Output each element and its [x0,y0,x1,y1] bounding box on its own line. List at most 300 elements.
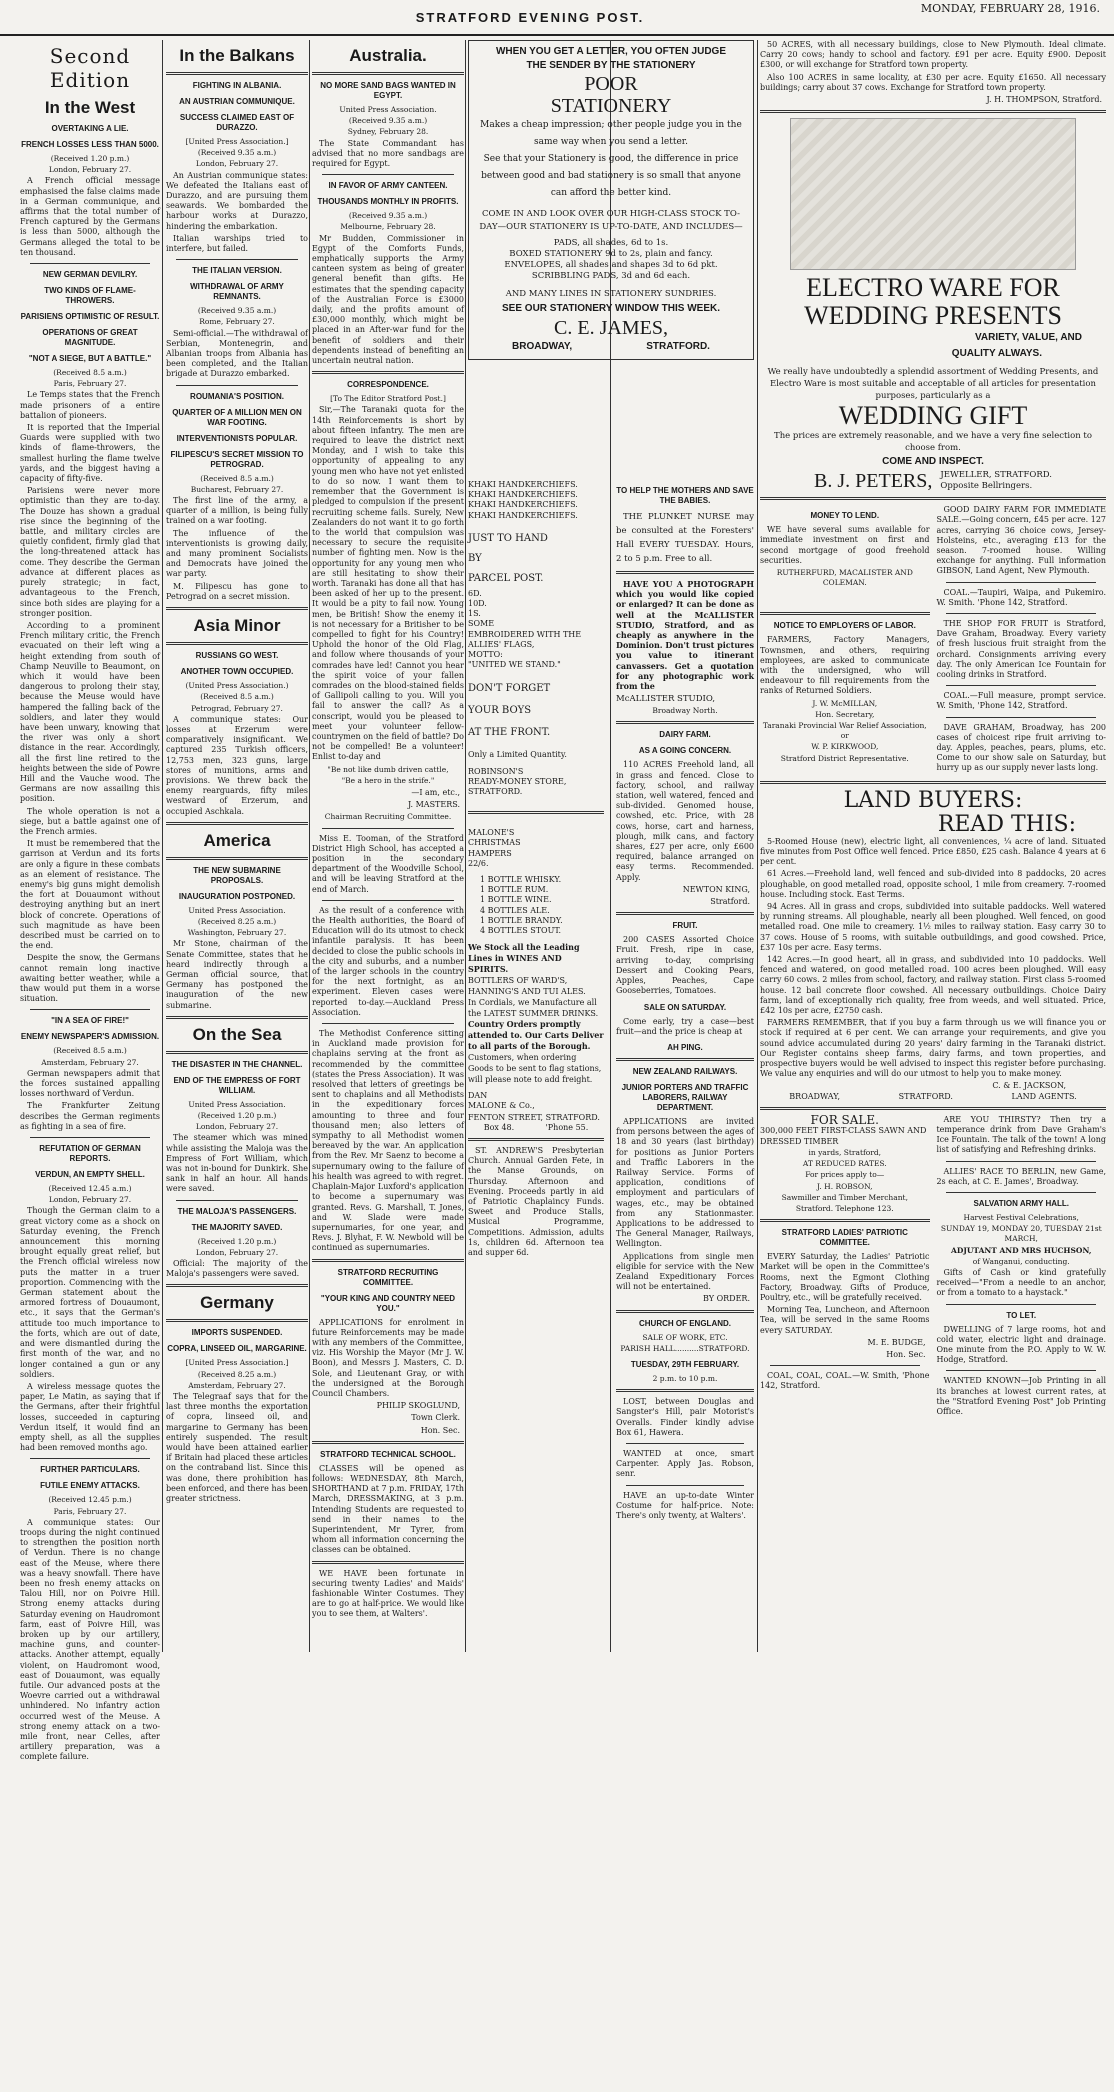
headline: FRUIT. [672,921,698,931]
signature-line: J. W. McMILLAN, [812,698,878,708]
divider [312,371,464,374]
dateline: Sydney, February 28. [347,127,429,137]
headline: TO LET. [1006,1310,1037,1320]
ad-text: COME IN AND LOOK OVER OUR HIGH-CLASS STOCK TO-DAY—OUR STATIONERY IS UP-TO-DATE, AND INCLUDES— [479,209,743,232]
article-paragraph: The Methodist Conference sitting in Auckland made provision for chaplains serving at the front as recommended by the committee (states the Press Association). It was resolved that letters of greetings be sent to chaplains and all Methodists in the expeditionary forces amounting to three and four thousand men; also letters of sympathy to all Methodist women bereaved by the war. An application from the Rev. Mr Saenz to become a supernumary owing to the failure of his health was agreed to with regret. Chaplain-Major Luxford's application to become a supernumary was granted. Revs. G. Marshall, T. Jones, and W. Slade were made supernumaries, for one year, and Revs. J. Blyhat, F. W. Newbold will be continued as supernumaries. [312,1029,464,1253]
divider [760,110,1106,113]
masthead-title: STRATFORD EVENING POST. [415,10,645,25]
divider [946,1370,1096,1371]
ad-advertiser: RUTHERFURD, MACALISTER AND COLEMAN. [776,568,913,588]
column-australia-local [312,40,464,1652]
headline: NEW ZEALAND RAILWAYS. [632,1066,738,1076]
list-item: 1 BOTTLE WHISKY. [480,875,562,885]
ad-text: Customers, when ordering Goods to be sent to flag stations, will please note to add freight. [468,1053,602,1085]
notice-paragraph: APPLICATIONS are invited from persons between the ages of 18 and 30 years (last birthday) for positions as Junior Porters and Traffic Laborers in the Railway Service. Forms of application, conditions of employment and particulars of wages, etc., may be obtained from any Stationmaster. Applications to be addressed to The General Manager, Railways, Wellington. [616,1116,754,1249]
divider [166,607,308,610]
notice-paragraph: Gifts of Cash or kind gratefully received—"From a needle to an anchor, or from a tomato to a haystack." [936,1268,1106,1298]
dateline: London, February 27. [48,165,132,175]
ad-advertiser: MALONE & Co., [468,1101,535,1111]
dateline: London, February 27. [195,1247,279,1257]
quote-line: "Be a hero in the strife." [341,775,435,785]
divider [616,571,754,574]
dateline: Melbourne, February 28. [340,222,436,232]
article-paragraph: Official: The majority of the Maloja's passengers were saved. [166,1259,308,1279]
ad-text: MOTTO: [468,650,503,660]
ad-text: For prices apply to— [805,1170,885,1180]
headline: FIGHTING IN ALBANIA. [192,81,282,90]
divider [166,1319,308,1322]
list-item: 4 BOTTLES STOUT. [480,926,562,936]
quote-line: "Be not like dumb driven cattle, [327,764,449,774]
notice-paragraph: COAL, COAL, COAL.—W. Smith, 'Phone 142, Stratford. [760,1371,930,1391]
article-paragraph: The whole operation is not a siege, but a battle against one of the French armies. [20,806,160,836]
notice-paragraph: LOST, between Douglas and Sangster's Hill, pair Motorist's Overalls. Finder kindly advise Box 61, Hawera. [616,1397,754,1437]
headline: "YOUR KING AND COUNTRY NEED YOU." [320,1293,456,1313]
ad-title: WEDDING GIFT [838,401,1028,431]
classified-right [936,1115,1106,1419]
ad-title: ELECTRO WARE FOR [806,273,1060,303]
section-heading: America [203,830,271,850]
listing-paragraph: 142 Acres.—In good heart, all in grass, and subdivided into 10 paddocks. Well fenced and watered, on good metalled road. 100 acres been ploughed. Will easy carry 60 cows. 2 miles from school, factory, and railway station. First class 5-roomed house. 12 bail concrete floor cowshed. All necessary outbuildings. Choice Dairy farm, land of exceptionally rich quality, free from weeds, and well situated. Price, £42 10s per acre, £2750 cash. [760,954,1106,1015]
notice-paragraph: EVERY Saturday, the Ladies' Patriotic Market will be open in the Committee's Rooms, next the Egmont Clothing Factory, Broadway. Gifts of Produce, Poultry, etc., will be gratefully received. [760,1252,930,1302]
headline: AN AUSTRIAN COMMUNIQUE. [179,97,295,106]
ad-text: AND MANY LINES IN STATIONERY SUNDRIES. [505,289,717,299]
notice-paragraph: ARE YOU THIRSTY? Then try a temperance drink from Dave Graham's Ice Fountain. The talk of the town! A long list of satisfying and Refreshing drinks. [936,1114,1106,1155]
article-paragraph: A wireless message quotes the paper, Le Matin, as saying that if the Germans, after their frightful losses, succeeded in capturing Verdun itself, it would find an empty shell, as all the supplies had been removed months ago. [20,1381,160,1453]
letter-paragraph: Sir,—The Taranaki quota for the 14th Reinforcements is short by about fifteen infantry. The men are required to leave the district next Monday, and I wish to take this opportunity of appealing to any young men who have not yet enlisted to do so now. I want them to remember that the Government is pledged to compulsion if the present recruiting scheme fails. Surely, New Zealanders do not want it to go forth to the world that compulsion was necessary to secure the requisite number of fighting men. Now is the opportunity for any young men who are still hesitating to show their worth. Taranaki has done all that has been asked of her up to the present. It would be a pity to fail now. Young men, be British! Show the enemy it is not necessary for a Britisher to be compelled to fight for his Country! Uphold the honor of the Old Flag, and follow where thousands of your comrades have led! Cannot you hear the spirit voice of your fallen comrades on the blood-stained fields of Gallipoli calling to you. Will you fail to answer the call? As a conscript, would you be pleased to meet your volunteer fellow-countrymen on the field of battle? Do not be compelled! Be a volunteer! Enlist to-day and [312,405,464,762]
section-heading: On the Sea [192,1024,282,1044]
ad-text: BOTTLERS OF WARD'S, HANNING'S AND TUI ALES. [468,976,586,997]
signature-line: Taranaki Provincial War Relief Association, or [762,721,927,741]
headline: THE MALOJA'S PASSENGERS. [177,1206,297,1216]
notice-paragraph: WE have several sums available for immediate investment on first and second mortgage of good freehold securities. [760,525,930,565]
ad-title: POOR [584,73,638,95]
classified-block [760,505,1106,775]
headline: FUTILE ENEMY ATTACKS. [40,1481,140,1491]
article-paragraph: Semi-official.—The withdrawal of Serbian, Montenegrin, and Albanian troops from Albania has been completed, and the Italian brigade at Durazzo embarked. [166,328,308,379]
dateline: Rome, February 27. [199,317,275,327]
ad-heading: KHAKI HANDKERCHIEFS. [468,500,578,510]
headline: RUSSIANS GO WEST. [195,651,279,661]
signature-line: Stratford District Representative. [780,753,909,763]
ad-address-line: BROADWAY, [789,1091,841,1101]
headline: CORRESPONDENCE. [347,380,429,390]
section-heading: Germany [200,1293,274,1313]
ad-title: WEDDING PRESENTS [804,301,1062,331]
ad-price: 1S. [468,609,481,619]
headline: STRATFORD LADIES' PATRIOTIC COMMITTEE. [781,1228,908,1248]
ad-title: LAND BUYERS: [843,787,1023,813]
ad-text: FENTON STREET, STRATFORD. [468,1112,600,1122]
signature-line: Sawmiller and Timber Merchant, [781,1192,908,1202]
ad-address-line: STRATFORD. [898,1091,953,1101]
signature-line: W. P. KIRKWOOD, [811,742,879,752]
ad-address [760,1092,1106,1102]
article-paragraph: Despite the snow, the Germans cannot remain long inactive awaiting better weather, while a thaw would put them in a worse situation. [20,953,160,1004]
headline: JUNIOR PORTERS AND TRAFFIC LABORERS, RAILWAY DEPARTMENT. [621,1082,749,1112]
ad-text: Only a Limited Quantity. [468,750,567,760]
signature-line: J. H. THOMPSON, Stratford. [986,95,1102,105]
ad-text: in yards, Stratford, [808,1147,882,1157]
hamper-contents [468,875,604,936]
ad-text: ADJUTANT AND MRS HUCHSON, [951,1245,1092,1255]
masthead [0,0,1114,36]
divider [166,822,308,825]
divider [760,1219,930,1222]
ad-price: 6D. [468,588,482,598]
headline: AS A GOING CONCERN. [638,746,732,756]
headline: CHURCH OF ENGLAND. [639,1318,731,1328]
section-heading: Asia Minor [193,616,281,636]
ad-text: SCRIBBLING PADS, 3d and 6d each. [531,271,691,281]
ad-text: READY-MONEY STORE, [468,776,567,786]
notice-paragraph: Also 100 ACRES in same locality, at £30 per acre. Equity £1650. All necessary buildings; carry about 37 cows. Exchange for Stratford town property. [760,72,1106,92]
ad-contact [468,1123,604,1133]
signature-line: Hon. Sec. [886,1350,926,1360]
ad-text: QUALITY ALWAYS. [951,348,1042,360]
headline: "IN A SEA OF FIRE!" [51,1016,129,1026]
signature-line: Stratford. Telephone 123. [795,1203,894,1213]
signature-line: J. H. ROBSON, [816,1181,873,1191]
masthead-date: MONDAY, FEBRUARY 28, 1916. [920,2,1100,15]
dateline: United Press Association. [188,1099,286,1109]
dateline: Paris, February 27. [53,1506,127,1516]
article-paragraph: The steamer which was mined while assisting the Maloja was the Empress of Fort William, which was not in-bound for Dunkirk. She sank in half an hour. All hands were saved. [166,1133,308,1194]
divider [322,828,454,829]
edition-heading: Second Edition [49,44,131,92]
ad-text: AT THE FRONT. [468,727,551,739]
headline: SALVATION ARMY HALL. [973,1198,1070,1208]
divider [30,1009,150,1010]
divider [946,1304,1096,1305]
notice-paragraph: COAL.—Full measure, prompt service. W. Smith, 'Phone 142, Stratford. [936,691,1106,711]
headline: MONEY TO LEND. [810,511,880,521]
headline: TUESDAY, 29TH FEBRUARY. [630,1359,740,1369]
column-war-fronts [166,40,308,1652]
divider [322,900,454,901]
ad-column-right [616,480,754,2092]
article-paragraph: Mr Budden, Commissioner in Egypt of the Comforts Funds, emphatically supports the Army canteen system as being of greater general benefit than gifts. He estimates that the spending capacity of the Australian Force is £3000 daily, and the profits amount of £30,000 monthly, which might be placed in an After-war fund for the benefit of soldiers and their dependents instead of benefiting an uncertain neutral nation. [312,233,464,366]
notice-paragraph: DWELLING of 7 large rooms, hot and cold water, electric light and drainage. One minute from the P.O. Apply to W. W. Hodge, Stratford. [936,1324,1106,1365]
divider [946,582,1096,583]
ad-address-line: Opposite Bellringers. [940,481,1033,492]
headline: TO HELP THE MOTHERS AND SAVE THE BABIES. [616,486,754,505]
headline: NEW GERMAN DEVILRY. [42,270,138,280]
column-war-west [20,40,160,1762]
ad-text: AT REDUCED RATES. [802,1159,887,1169]
divider [176,385,298,386]
ad-text: YOUR BOYS [468,705,532,717]
divider [616,1310,754,1313]
divider [30,1458,150,1459]
ad-contact-line: Box 48. [483,1122,515,1132]
divider [616,912,754,915]
listing-paragraph: 61 Acres.—Freehold land, well fenced and sub-divided into 8 paddocks, 20 acres ploughable, on good metalled road, opposite school, 1 mile from creamery. 7-roomed house. Including stock. East Terms. [760,869,1106,899]
dateline: Petrograd, February 27. [191,703,283,713]
divider [322,1023,454,1024]
ad-heading: WHEN YOU GET A LETTER, YOU OFTEN JUDGE [495,46,727,57]
headline: DAIRY FARM. [659,730,711,740]
divider [176,1200,298,1201]
article-paragraph: Though the German claim to a great victory come as a shock on Saturday evening, the French announcement this morning brought equally great relief, but the French official wireless now puts the matter in a truer proportion. Commencing with the German statement about the armored fortress of Douaumont, etc., it says that the German's attitude too much importance to the forts, which are out of date, and were dismantled during the first month of the war, and no longer contained a gun or any soldiers. [20,1206,160,1379]
ad-text: In Cordials, we Manufacture all the LATEST SUMMER DRINKS. [468,998,599,1019]
article-paragraph: The Telegraaf says that for the last three months the exportation of copra, linseed oil, and margarine to Germany has been entirely suspended. The result would have been attained earlier if Britain had placed these articles on the contraband list. Since this was done, there prohibition has been enforced, and there has been greater strictness. [166,1392,308,1504]
ad-text: JUST TO HAND [468,532,548,544]
signature-line: —I am, etc., [411,787,460,797]
ad-title: FOR SALE. [810,1112,879,1127]
headline: IN FAVOR OF ARMY CANTEEN. [328,181,448,191]
divider [166,72,308,75]
divider [616,1058,754,1061]
hampers-ad [468,828,604,1133]
ad-title: HAMPERS [468,848,512,858]
divider [468,1138,604,1141]
divider [770,1365,920,1366]
notice-paragraph: Applications from single men eligible for service with the New Zealand Expeditionary Forces will not be entertained. [616,1251,754,1292]
headline: NO MORE SAND BAGS WANTED IN EGYPT. [320,81,456,100]
headline: NOTICE TO EMPLOYERS OF LABOR. [773,621,916,631]
headline: THE DISASTER IN THE CHANNEL. [171,1059,303,1069]
dateline: Amsterdam, February 27. [41,1057,139,1067]
article-paragraph: Miss E. Tooman, of the Stratford District High School, has accepted a position in the secondary department of the Woodville School, and will be leaving Stratford at the end of March. [312,833,464,894]
dateline: (Received 9.35 a.m.) [348,211,428,221]
divider [30,263,150,264]
divider [946,717,1096,718]
ad-heading: THE SENDER BY THE STATIONERY [526,60,696,71]
article-paragraph: M. Filipescu has gone to Petrograd on a secret mission. [166,581,308,601]
article-paragraph: According to a prominent French military critic, the French evacuated on their left wing a height extending from south of Champ Neuville to Beaumont, on which it would have been dangerous to prolong their stay, because the Meuse would have hampered the falling back of the soldiers, and later they would have been unwary, knowing that the river was only a short distance in the rear. Accordingly, all the first line retired to the heights between the side of Powre Hill and the Vauche wood. The Germans are now assailing this position. [20,620,160,804]
ad-price: 22/6. [468,858,489,868]
dateline: (Received 12.45 a.m.) [48,1184,132,1194]
notice-paragraph: CLASSES will be opened as follows: WEDNESDAY, 8th March, SHORTHAND at 7 p.m. FRIDAY, 17th March, DRESSMAKING, at 3 p.m. Intending Students are requested to send in their names to the Superintendent, Mr Tyrer, from whom all information concerning the classes can be obtained. [312,1463,464,1555]
list-item: 1 BOTTLE WINE. [480,895,552,905]
divider [166,1051,308,1054]
headline: TWO KINDS OF FLAME-THROWERS. [44,286,136,306]
article-paragraph: It must be remembered that the garrison at Verdun and its forts are only a figure in these combats as an element of resistance. The enemy's big guns might demolish the fort at Douaumont without destroying anything but an inert block of concrete. Operations of such magnitude as have been described must be carried on to the end. [20,839,160,951]
headline: ROUMANIA'S POSITION. [190,391,284,401]
signature-line: J. MASTERS. [407,800,460,810]
ad-heading: KHAKI HANDKERCHIEFS. [468,490,578,500]
tableware-illustration [790,118,1076,270]
ad-contact-line: 'Phone 55. [545,1122,589,1132]
ad-text: We Stock all the Leading Lines in WINES AND SPIRITS. [468,942,580,975]
headline: INTERVENTIONISTS POPULAR. [176,433,298,443]
divider [946,613,1096,614]
dateline: London, February 27. [195,1122,279,1132]
headline: OPERATIONS OF GREAT MAGNITUDE. [42,328,138,348]
dateline: (Received 8.25 a.m.) [197,916,277,926]
ad-text: Makes a cheap impression; other people judge you in the same way when you send a letter. [480,120,742,147]
divider [946,1192,1096,1193]
column-advertisements [468,40,754,1652]
ad-text: BOXED STATIONERY 9d to 2s, plain and fancy. [509,249,713,259]
article-paragraph: A communique states: Our losses at Erzerum were comparatively insignificant. We captured 235 Turkish officers, 12,753 men, 323 guns, large stores of munitions, arms and provisions. We threw back the enemy rearguards, fifty miles westward of Erzerum, and occupied Aschkala. [166,714,308,816]
dateline: Amsterdam, February 27. [188,1380,286,1390]
section-heading: In the Balkans [179,46,295,65]
signature-line: Hon. Sec. [420,1425,460,1435]
notice-paragraph: HAVE YOU A PHOTOGRAPH which you would like copied or enlarged? It can be done as well at the McALLISTER STUDIO, Stratford, and as cheaply as anywhere in the Dominion. Don't trust pictures you value to itinerant canvassers. Get a quotation for any photographic work from the [616,579,754,692]
divider [468,811,604,814]
list-item: 1 BOTTLE RUM. [480,885,549,895]
signature-line: BY ORDER. [703,1294,750,1304]
ad-text: DAN [468,1091,488,1101]
divider [760,612,930,615]
electro-ware-ad [760,118,1106,492]
ad-title: READ THIS: [937,811,1076,837]
article-paragraph: A communique states: Our troops during the night continued to strengthen the position north of Verdun. There is no change east of the Meuse, where there was a heavy snowfall. There have been no fresh enemy attacks on Talou Hill, nor on Poivre Hill. Strong enemy attacks during Saturday evening on Haudromont farm, east of Poivre Hill, was broken up by our artillery, machine guns, and counter-attacks. Another attempt, equally violent, on Haudromont wood, east of Douaumont, was equally futile. Our advanced posts at the Woevre carried out a withdrawal unhindered. No infantry action occurred west of the Meuse. A strong enemy attack on a two-mile front, near Celles, after artillery preparation, was a complete failure. [20,1517,160,1762]
headline: REFUTATION OF GERMAN REPORTS. [39,1144,141,1164]
divider [166,1016,308,1019]
section-heading: In the West [44,98,136,117]
signature-line: PHILIP SKOGLUND, [376,1401,460,1411]
divider [616,721,754,724]
ad-text: SEE OUR STATIONERY WINDOW THIS WEEK. [502,303,720,314]
signature-line: NEWTON KING, [682,884,750,894]
ad-text: See that your Stationery is good, the difference in price between good and bad stationery is so small that anyone can afford the better kind. [481,154,741,198]
dateline: (Received 12.45 p.m.) [48,1495,132,1505]
ad-text: VARIETY, VALUE, AND [974,332,1082,344]
ad-address-line: STRATFORD. [646,341,710,352]
section-heading: Australia. [349,46,427,65]
divider [760,781,1106,784]
dateline: United Press Association. [339,105,437,114]
ad-text: EMBROIDERED WITH THE [468,629,582,639]
dateline: (Received 8.5 a.m.) [200,692,274,702]
dateline: (Received 8.5 a.m.) [53,1046,127,1056]
article-paragraph: The Frankfurter Zeitung describes the German regiments as fighting in a sea of fire. [20,1101,160,1131]
headline: FRENCH LOSSES LESS THAN 5000. [21,140,159,149]
ad-text: DON'T FORGET [468,683,551,695]
ad-text: of Wanganui, conducting. [972,1256,1070,1266]
divider [176,259,298,260]
notice-paragraph: Morning Tea, Luncheon, and Afternoon Tea, will be served in the same Rooms every SATURDAY. [760,1305,930,1335]
headline: THE NEW SUBMARINE PROPOSALS. [193,865,281,885]
notice-paragraph: 50 ACRES, with all necessary buildings, close to New Plymouth. Ideal climate. Carry 20 cows; handy to school and factory. £91 per acre. Equity £900. Deposit £300, or will exchange for Stratford town property. [760,40,1106,70]
divider [760,1107,1106,1110]
headline: FILIPESCU'S SECRET MISSION TO PETROGRAD. [170,449,304,469]
ad-text: PARISH HALL..........STRATFORD. [620,1343,750,1353]
classified-right [936,505,1106,775]
divider [760,497,1106,500]
divider [616,1389,754,1392]
headline: "NOT A SIEGE, BUT A BATTLE." [28,354,152,364]
divider [946,685,1096,686]
headline: THE MAJORITY SAVED. [191,1222,283,1232]
notice-paragraph: 110 ACRES Freehold land, all in grass and fenced. Close to factory, school, and railway station, well watered, fenced and sub-divided. Genomed house, cowshed, etc. Price, with 28 cows, horse, cart and harness, plough, milk cans, and factory shares, £27 per acre, only £600 required, balance arranged on easy terms. Recommended. Apply. [616,760,754,882]
ad-text: We really have undoubtedly a splendid assortment of Wedding Presents, and Electro Ware is most suitable and acceptable of all articles for presentation purposes, particularly as a [767,367,1099,402]
ad-text: COME AND INSPECT. [882,456,984,468]
classified-left [760,1112,930,1419]
electro-ware-ad-body [760,274,1106,492]
ad-column-left [468,480,604,2092]
ad-text: Country Orders promptly attended to. Our Carts Deliver to all parts of the Borough. [468,1019,604,1052]
ad-text: "UNITED WE STAND." [468,660,561,670]
article-paragraph: Le Temps states that the French made prisoners of a entire battalion of pioneers. [20,390,160,420]
ad-advertiser: ROBINSON'S [468,766,524,776]
ad-text: 2 p.m. to 10 p.m. [652,1373,718,1383]
divider [166,642,308,645]
dateline: Washington, February 27. [187,928,287,938]
notice-paragraph: WANTED at once, smart Carpenter. Apply Jas. Robson, senr. [616,1448,754,1479]
ad-signoff [764,470,1102,492]
dateline: United Press Association. [188,905,286,915]
ad-heading: KHAKI HANDKERCHIEFS. [468,510,578,520]
ad-heading: KHAKI HANDKERCHIEFS. [468,480,578,489]
ad-text: ALLIES' FLAGS, [468,639,535,649]
notice-paragraph: 200 CASES Assorted Choice Fruit. Fresh, ripe in case, arriving to-day, comprising Dessert and Cooking Pears, Apples, Peaches, Cape Gooseberries, Tomatoes. [616,935,754,996]
ad-title: CHRISTMAS [468,838,521,848]
ad-advertiser: C. E. JAMES, [554,317,668,339]
ad-text: Broadway North. [652,706,718,716]
column-classifieds [760,40,1106,1652]
article-paragraph: German newspapers admit that the forces sustained appalling losses northward of Verdun. [20,1068,160,1099]
classified-block-bottom [760,1112,1106,1419]
dateline: [United Press Association.] [185,1358,289,1368]
ad-address [475,339,747,355]
dateline: (Received 8.25 a.m.) [197,1369,277,1379]
headline: IMPORTS SUSPENDED. [191,1328,283,1338]
khaki-ad [468,480,604,797]
ad-advertiser: B. J. PETERS, [814,470,933,493]
divider [312,1441,464,1444]
headline: END OF THE EMPRESS OF FORT WILLIAM. [173,1075,301,1095]
dateline: (Received 1.20 p.m.) [50,154,130,163]
dateline: London, February 27. [195,159,279,169]
ad-text: ENVELOPES, all shades and shapes 3d to 6d pkt. [504,260,718,270]
signature-line: Hon. Secretary, [815,709,875,719]
headline: VERDUN, AN EMPTY SHELL. [35,1170,145,1180]
column-rule [757,40,758,1652]
headline: OVERTAKING A LIE. [51,124,129,133]
divider [322,174,454,175]
ad-text: STRATFORD. [468,787,523,797]
notice-paragraph: FARMERS, Factory Managers, Townsmen, and others, requiring employees, are asked to communicate with the undersigned, who will endeavour to fill requirements from the ranks of Returned Soldiers. [760,635,930,696]
article-paragraph: It is reported that the Imperial Guards were supplied with two kinds of flame-throwers, the smallest hurling the flame twelve yards, and the biggest having a capacity of fifty-five. [20,423,160,484]
ad-text: PADS, all shades, 6d to 1s. [553,238,669,248]
notice-paragraph: GOOD DAIRY FARM FOR IMMEDIATE SALE.—Going concern, £45 per acre. 127 acres, carrying 36 choice cows, Jersey-Holsteins, etc., averaging £13 for the season. 7-roomed house. Willing exchange for anything. Full information GIBSON, Land Agent, New Plymouth. [936,505,1106,576]
ad-address-line: JEWELLER, STRATFORD. [940,470,1052,481]
dateline: London, February 27. [48,1195,132,1205]
land-buyers-ad [760,789,1106,1102]
notice-paragraph: WANTED KNOWN—Job Printing in all its branches at lowest current rates, at the "Stratford Evening Post" Job Printing Office. [936,1376,1106,1417]
stationery-ad [468,40,754,360]
headline: INAUGURATION POSTPONED. [178,891,296,901]
notice-paragraph: THE PLUNKET NURSE may be consulted at the Foresters' Hall EVERY TUESDAY. Hours, 2 to 5 p.m. Free to all. [616,512,754,564]
ad-price: 10D. [468,599,487,609]
ad-advertiser: McALLISTER STUDIO, [616,694,716,705]
ad-address [940,470,1052,492]
notice-paragraph: HAVE an up-to-date Winter Costume for half-price. Note: There's only twenty, at Walters'. [616,1490,754,1520]
headline: FURTHER PARTICULARS. [40,1465,140,1475]
ad-address-line: BROADWAY, [512,341,573,352]
divider [166,1284,308,1287]
headline: STRATFORD TECHNICAL SCHOOL. [320,1449,456,1459]
signature-line: Stratford. [710,897,750,907]
headline: WITHDRAWAL OF ARMY REMNANTS. [190,282,284,302]
dateline: (Received 8.5 a.m.) [53,368,127,378]
signature-line: Chairman Recruiting Committee. [324,812,452,822]
dateline: (Received 1.20 p.m.) [197,1110,277,1120]
listing-paragraph: FARMERS REMEMBER, that if you buy a farm through us we will finance you or stock if required at 6 per cent. We can arrange your requirements, and give you sound advice accumulated during 20 years' dairy farming in the Taranaki district. Our Register contains sheep farms, dairy farms, and town properties, and prospective buyers would be well advised to inspect this register before purchasing. We value any enquiries and will do our utmost to help you to make money. [760,1018,1106,1079]
divider [166,857,308,860]
ad-text: BY [468,552,482,564]
headline: ENEMY NEWSPAPER'S ADMISSION. [20,1032,160,1042]
ad-text: SALE OF WORK, ETC. [642,1332,728,1342]
divider [626,1485,744,1486]
article-paragraph: Mr Stone, chairman of the Senate Committee, states that he heard indirectly through a German official source, that Germany has postponed the inauguration of the new submarine. [166,939,308,1010]
salutation: [To The Editor Stratford Post.] [330,394,446,404]
headline: COPRA, LINSEED OIL, MARGARINE. [167,1344,307,1354]
